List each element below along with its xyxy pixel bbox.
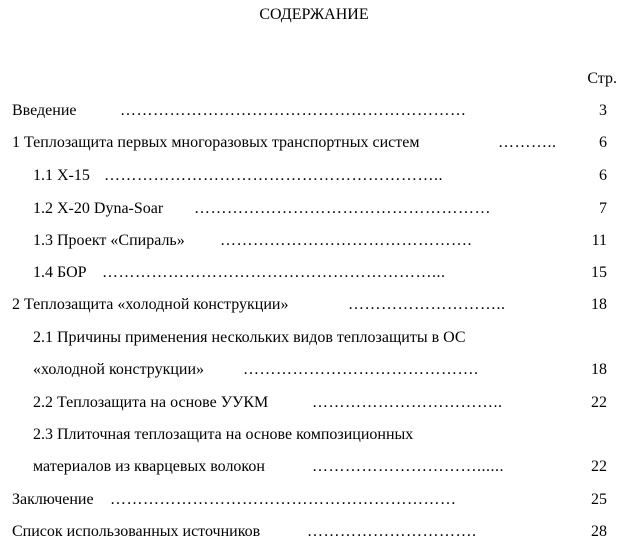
toc-entry-ch2 [12, 294, 607, 316]
entry-page: 6 [599, 167, 607, 184]
entry-dots: ……………………………………. [243, 361, 479, 378]
entry-text: 2.1 Причины применения нескольких видов теплозащиты в ОС [33, 329, 466, 346]
toc-entry-intro [12, 100, 607, 122]
entry-text: 2.2 Теплозащита на основе УУКМ [33, 394, 269, 411]
entry-text: Список использованных источников [12, 523, 261, 540]
toc-entry-conclusion [12, 489, 607, 511]
toc-entry-2-1a [12, 327, 607, 349]
entry-dots: ……………………………………………… [194, 200, 491, 217]
entry-page: 7 [599, 200, 607, 217]
toc-entry-2-3a [12, 424, 607, 446]
entry-dots: ……………………………………………………... [102, 264, 446, 281]
entry-text: 1.3 Проект «Спираль» [33, 232, 185, 249]
entry-text: Заключение [12, 491, 94, 508]
entry-text: Введение [12, 102, 77, 119]
entry-page: 15 [591, 264, 607, 281]
toc-entry-1-1 [12, 165, 607, 187]
toc-entry-references [12, 521, 607, 543]
entry-page: 22 [591, 458, 607, 475]
entry-page: 6 [599, 134, 607, 151]
toc-entry-2-2 [12, 392, 607, 414]
entry-text: 2.3 Плиточная теплозащита на основе композиционных [33, 426, 414, 443]
entry-dots: ……………………………………………………… [120, 102, 467, 119]
entry-page: 3 [599, 102, 607, 119]
entry-page: 18 [591, 361, 607, 378]
entry-page: 28 [591, 523, 607, 540]
entry-page: 11 [591, 232, 607, 249]
entry-page: 25 [591, 491, 607, 508]
entry-page: 18 [591, 296, 607, 313]
entry-text: 1.2 X-20 Dyna-Soar [33, 200, 164, 217]
toc-entry-2-1b [12, 359, 607, 381]
entry-dots: ……………………………………………………… [110, 491, 457, 508]
toc-entry-ch1 [12, 132, 607, 154]
entry-dots: ………………………………………. [220, 232, 472, 249]
entry-dots: …………………………. [307, 523, 477, 540]
entry-text: «холодной конструкции» [33, 361, 205, 378]
toc-title: СОДЕРЖАНИЕ [259, 6, 369, 23]
entry-dots: …………………………...... [312, 458, 504, 475]
page-column-label: Стр. [587, 70, 617, 87]
entry-text: 1.4 БОР [33, 264, 87, 281]
toc-entry-1-3 [12, 230, 607, 252]
entry-page: 22 [591, 394, 607, 411]
entry-dots: …………………………….. [312, 394, 503, 411]
toc-entry-2-3b [12, 456, 607, 478]
toc-entry-1-4 [12, 262, 607, 284]
entry-text: 2 Теплозащита «холодной конструкции» [12, 296, 289, 313]
entry-dots: ……………………….. [348, 296, 506, 313]
entry-text: 1.1 X-15 [33, 167, 90, 184]
entry-text: 1 Теплозащита первых многоразовых транспортных систем [12, 134, 420, 151]
entry-text: материалов из кварцевых волокон [33, 458, 265, 475]
toc-entry-1-2 [12, 198, 607, 220]
entry-dots: …………………………………………………….. [104, 167, 443, 184]
entry-dots: ……….. [498, 134, 557, 151]
